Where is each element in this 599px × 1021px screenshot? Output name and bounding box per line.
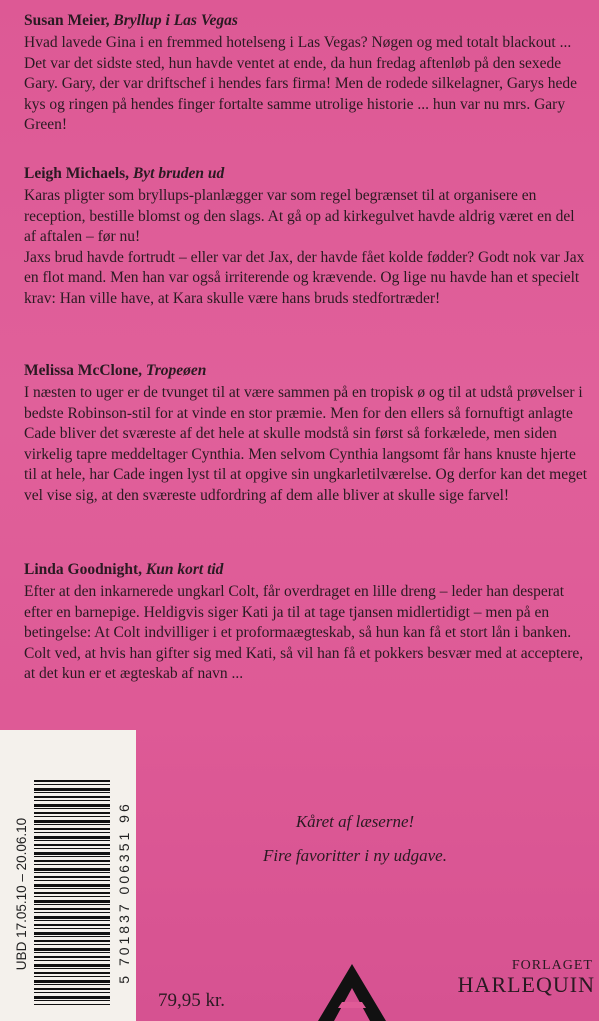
- blurb-text: Hvad lavede Gina i en fremmed hotelseng i Las Vegas? Nøgen og med totalt blackout ... Det var det sidste sted, hun havde ventet at ende, da hun fredag aftenløb på den sexede Gary. Gary, der var driftschef i hendes fars firma! Men de rodede silkelagner, Garys hede kys og ringen på hendes finger fortalte samme utrolige historie ... hun var nu mrs. Gary Green!: [24, 34, 577, 133]
- blurb-4: [24, 561, 587, 685]
- blurb-title: Kun kort tid: [145, 561, 224, 578]
- blurb-1: [24, 12, 587, 136]
- blurb-2: [24, 165, 587, 309]
- blurb-heading: [24, 165, 587, 183]
- blurb-text: Efter at den inkarnerede ungkarl Colt, får overdraget en lille dreng – leder han desperat efter en barnepige. Heldigvis siger Kati ja til at tage tjansen midlertidigt – men på en betingelse: At Colt indvilliger i et proformaægteskab, så hun kan få et stort lån i banken. Colt ved, at hvis han gifter sig med Kati, så vil han få et pokkers besvær med at acceptere, at det kun er et ægteskab af navn ...: [24, 583, 584, 682]
- ubd-dates: [12, 790, 32, 998]
- blurb-heading: [24, 362, 587, 380]
- blurb-heading: [24, 561, 587, 579]
- blurb-author: Leigh Michaels,: [24, 165, 130, 182]
- blurb-text: I næsten to uger er de tvunget til at være sammen på en tropisk ø og til at udstå prøvelser i bedste Robinson-stil for at vinde en stor præmie. Men for den ellers så fornuftigt anlagte Cade bliver det sværeste af det hele at skulle modstå sin først så forkælede, men siden virkelig tapre meddeltager Cynthia. Men selvom Cynthia langsomt får hans knuste hjerte til at hele, har Cade ingen lyst til at opgive sin ungkarletilværelse. Og derfor kan det meget vel vise sig, at den sværeste udfordring af dem alle bliver at skulle sige farvel!: [24, 384, 588, 504]
- tagline-1: Kåret af læserne!: [295, 812, 415, 831]
- blurb-author: Susan Meier,: [24, 12, 110, 29]
- blurb-text-2: Jaxs brud havde fortrudt – eller var det Jax, der havde fået kolde fødder? Godt nok var Jax en flot mand. Men han var også irriterende og krævende. Og lige nu havde han et specielt krav: Han ville have, at Kara skulle være hans bruds stedfortræder!: [24, 248, 585, 307]
- publisher-small: FORLAGET: [511, 958, 593, 973]
- blurb-title: Byt bruden ud: [132, 165, 225, 182]
- blurb-title: Bryllup i Las Vegas: [113, 12, 238, 29]
- barcode-digits-text: 5 701837 006351 96: [116, 801, 132, 984]
- publisher-name: HARLEQUIN: [457, 972, 595, 997]
- publisher-logo-icon: [316, 962, 388, 1021]
- blurb-title: Tropeøen: [145, 362, 207, 379]
- tagline-2: Fire favoritter i ny udgave.: [263, 846, 447, 865]
- barcode-icon: [34, 780, 110, 1005]
- barcode-digits: [114, 780, 132, 1005]
- blurb-author: Melissa McClone,: [24, 362, 142, 379]
- blurb-3: [24, 362, 587, 506]
- blurb-author: Linda Goodnight,: [24, 561, 143, 578]
- price: 79,95 kr.: [158, 990, 226, 1011]
- blurb-heading: [24, 12, 587, 30]
- ubd-dates-text: UBD 17.05.10 – 20.06.10: [14, 817, 29, 971]
- blurb-text: Karas pligter som bryllups-planlægger var som regel begrænset til at organisere en reception, bestille blomst og den slags. At gå op ad kirkegulvet havde aldrig været en del af aftalen – før nu!: [24, 187, 575, 245]
